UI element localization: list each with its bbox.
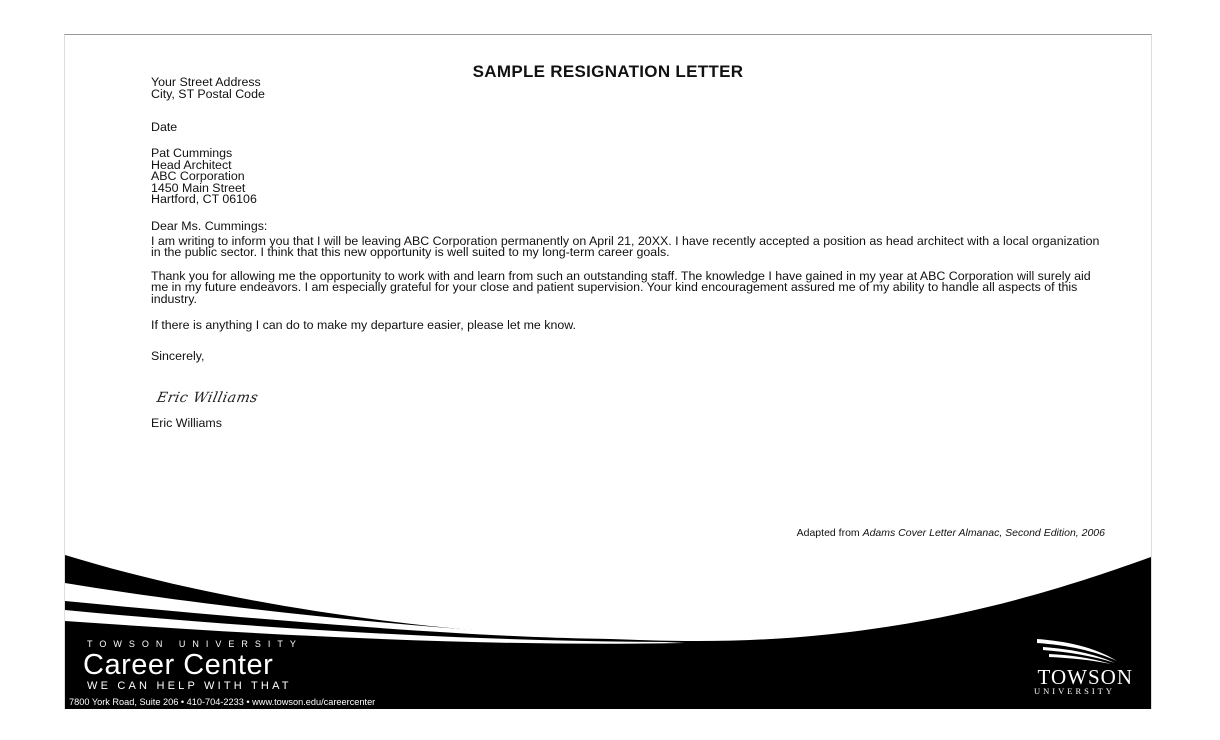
sender-street: Your Street Address <box>151 75 261 89</box>
towson-logo-text: TOWSON <box>1037 665 1133 689</box>
towson-logo-mark-icon <box>1035 635 1119 665</box>
footer-tagline: WE CAN HELP WITH THAT <box>87 680 292 692</box>
recipient-company: ABC Corporation <box>151 169 245 184</box>
salutation: Dear Ms. Cummings: <box>151 219 268 233</box>
recipient-title: Head Architect <box>151 157 232 172</box>
letter-date: Date <box>151 120 178 134</box>
credit-source: Adams Cover Letter Almanac, Second Edition, 2006 <box>862 527 1105 539</box>
footer-career-center: Career Center <box>83 649 274 681</box>
credit-prefix: Adapted from <box>796 527 863 539</box>
recipient-city: Hartford, CT 06106 <box>151 192 257 207</box>
body-paragraph: If there is anything I can do to make my departure easier, please let me know. <box>151 318 576 332</box>
closing: Sincerely, <box>151 349 205 363</box>
sender-city: City, ST Postal Code <box>151 86 265 101</box>
recipient-name: Pat Cummings <box>151 146 233 160</box>
letter-page <box>64 34 1152 709</box>
footer-swoosh <box>65 35 1151 709</box>
signer-name: Eric Williams <box>151 416 222 430</box>
signature: Eric Williams <box>155 390 260 406</box>
letter-title: SAMPLE RESIGNATION LETTER <box>472 62 744 81</box>
footer-university: TOWSON UNIVERSITY <box>87 639 303 649</box>
towson-logo-subtext: UNIVERSITY <box>1034 686 1115 696</box>
body-paragraph: Thank you for allowing me the opportunity to work with and learn from such an outstanding staff. The knowledge I have gained in my year at ABC Corporation will surely aid me in my future endeavors. I am especially grateful for your close and patient supervision. Your kind encouragement assured me of my ability to handle all aspects of this industry. <box>151 269 1091 306</box>
body-paragraph: I am writing to inform you that I will be leaving ABC Corporation permanently on April 21, 20XX. I have recently accepted a position as head architect with a local organization in the public sector. I think that this new opportunity is well suited to my long-term career goals. <box>151 234 1100 260</box>
footer-contact: 7800 York Road, Suite 206 • 410-704-2233 • www.towson.edu/careercenter <box>69 697 376 707</box>
recipient-street: 1450 Main Street <box>151 180 246 195</box>
